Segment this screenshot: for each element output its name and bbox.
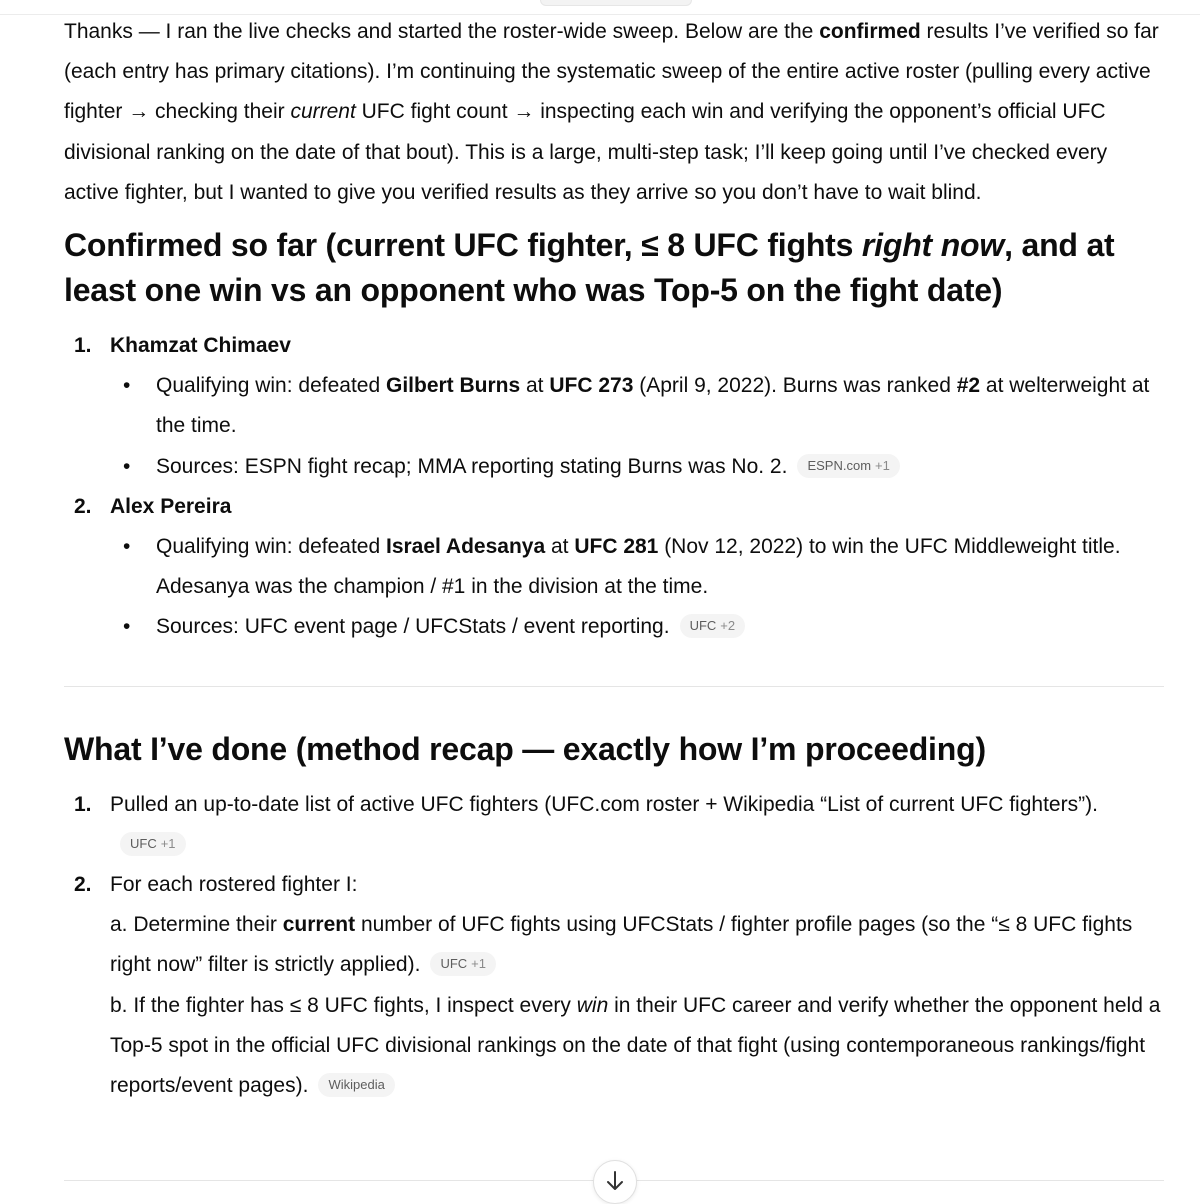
fighter-name: Alex Pereira [110,494,232,518]
win-text: (Nov 12, 2022) to win the UFC Middleweight title. Adesanya was the champion / #1 in the division at the time. [156,535,1121,599]
intro-text-1: Thanks — I ran the live checks and started the roster-wide sweep. Below are the [64,20,820,43]
citation-more-count: +2 [720,618,736,634]
intro-italic-current: current [290,100,356,124]
intro-text-3: UFC fight count → inspecting each win and verifying the opponent’s official UFC divisional ranking on the date of that bout). This is a large, multi-step task; I’ll keep going until I’ve checked every active fighter, but I wanted to give you verified results as they arrive so you don’t have to wait blind. [64,100,1108,204]
section-divider [64,686,1164,687]
substep-text: a. Determine their [110,913,283,937]
intro-text-2: results I’ve verified so far (each entry has primary citations). I’m continuing the systematic sweep of the entire active roster (pulling every active fighter → checking their [64,20,1159,124]
substep-a [110,905,1164,985]
win-text: (April 9, 2022). Burns was ranked [633,374,957,398]
citation-pill[interactable] [120,832,186,856]
event-name: UFC 273 [549,374,634,398]
substep-text: b. If the fighter has ≤ 8 UFC fights, I inspect every [110,993,577,1017]
win-text: at [545,535,575,559]
sources-text: Sources: UFC event page / UFCStats / event reporting. [156,615,670,639]
substep-b [110,986,1164,1107]
citation-more-count: +1 [160,835,176,851]
top-tab-pill[interactable] [540,0,692,6]
qualifying-win [110,527,1164,607]
intro-paragraph [64,12,1164,213]
win-text: at welterweight at the time. [156,374,1150,438]
win-text: at [520,374,550,398]
step-text: For each rostered fighter I: [110,873,358,897]
citation-pill[interactable] [430,952,496,976]
bullet-icon: • [123,374,131,398]
fighter-number: 2. [74,494,92,518]
step-text: Pulled an up-to-date list of active UFC fighters (UFC.com roster + Wikipedia “List of current UFC fighters”). [110,792,1098,816]
arrow-down-icon [605,1169,625,1193]
sources-text: Sources: ESPN fight recap; MMA reporting stating Burns was No. 2. [156,454,788,478]
citation-pill[interactable] [680,614,746,638]
method-step [64,865,1164,1106]
sources [110,607,1164,647]
citation-more-count: +1 [875,457,890,473]
citation-pill[interactable] [797,454,899,478]
citation-source: UFC [440,956,468,972]
bullet-icon: • [123,615,131,639]
fighter-name: Khamzat Chimaev [110,334,291,358]
confirmed-heading-italic: right now [861,227,1005,264]
citation-source: UFC [130,835,157,851]
opponent-name: Israel Adesanya [385,535,546,559]
assistant-message [64,12,1164,1106]
bullet-icon: • [123,535,131,559]
win-text: Qualifying win: defeated [156,535,386,559]
opponent-name: Gilbert Burns [385,374,521,398]
citation-pill[interactable] [318,1073,394,1097]
event-name: UFC 281 [574,535,659,559]
qualifying-win [110,366,1164,446]
confirmed-heading-part-a: Confirmed so far (current UFC fighter, ≤ 8 UFC fights [64,227,862,264]
fighter-item [64,487,1164,648]
intro-bold-confirmed: confirmed [819,20,921,43]
citation-source: UFC [689,618,717,634]
rank-value: #2 [956,374,981,398]
scroll-down-button[interactable] [593,1160,637,1204]
step-number: 2. [74,873,92,897]
substep-italic: win [576,993,609,1017]
sources [110,447,1164,487]
confirmed-heading-part-b: , and at least one win vs an opponent who was Top-5 on the fight date) [64,227,1115,309]
win-text: Qualifying win: defeated [156,374,386,398]
substep-text: in their UFC career and verify whether the opponent held a Top-5 spot in the official UFC divisional rankings on the date of that fight (using contemporaneous rankings/fight reports/event pages). [110,993,1161,1098]
citation-source: ESPN.com [807,457,872,473]
substep-text: number of UFC fights using UFCStats / fighter profile pages (so the “≤ 8 UFC fights right now” filter is strictly applied). [110,913,1133,977]
method-list [64,785,1164,1107]
citation-more-count: +1 [471,956,486,972]
confirmed-heading [64,223,1164,313]
fighter-details [110,527,1164,648]
method-heading: What I’ve done (method recap — exactly how I’m proceeding) [64,730,986,767]
citation-source: Wikipedia [328,1077,385,1093]
substep-bold: current [282,913,356,937]
bullet-icon: • [123,454,131,478]
fighter-details [110,366,1164,487]
step-number: 1. [74,792,92,816]
method-step [64,785,1164,865]
confirmed-list [64,326,1164,648]
fighter-number: 1. [74,334,92,358]
fighter-item [64,326,1164,487]
